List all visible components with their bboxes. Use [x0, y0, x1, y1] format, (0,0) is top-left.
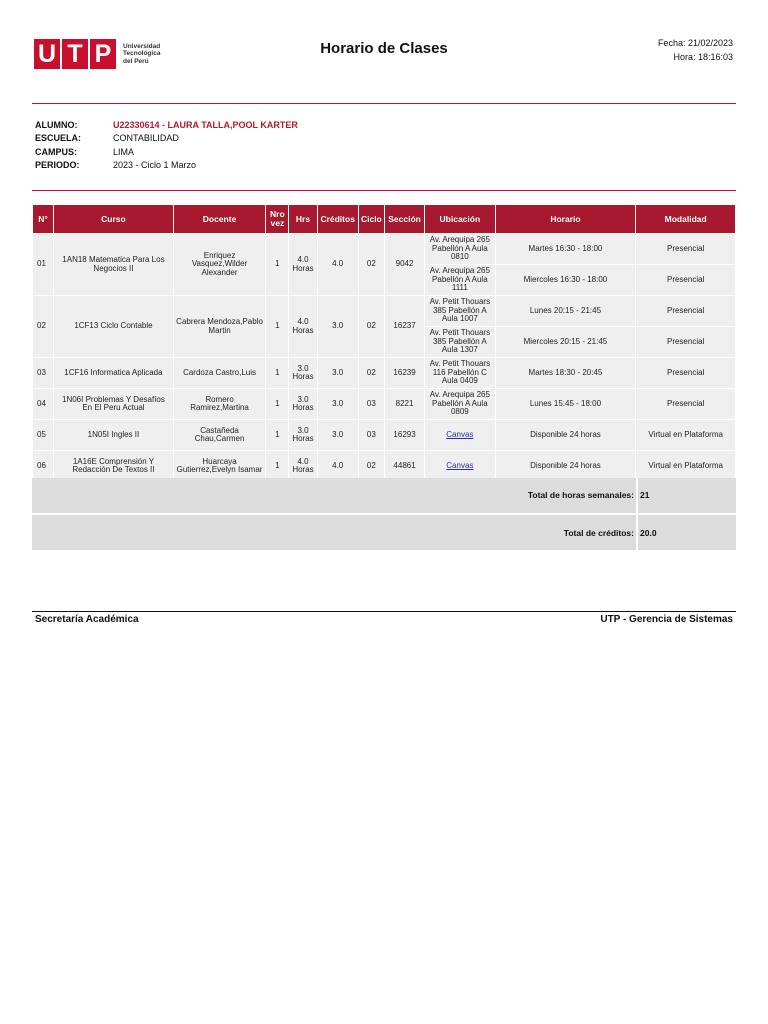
info-label: ESCUELA:: [35, 133, 82, 144]
course-cycle: 02: [359, 451, 384, 481]
course-teacher: Cabrera Mendoza,Pablo Martin: [174, 296, 266, 357]
course-number: 02: [33, 296, 53, 357]
page-title: Horario de Clases: [320, 40, 448, 57]
total-credits-label: Total de créditos:: [563, 528, 634, 538]
info-value: 2023 - Ciclo 1 Marzo: [113, 160, 197, 171]
footer-divider: [32, 611, 736, 612]
course-hours: 4.0 Horas: [289, 451, 316, 481]
session-location: [425, 420, 494, 450]
course-section: 16237: [385, 296, 424, 357]
session-modality: Presencial: [636, 296, 735, 326]
session-schedule: Disponible 24 horas: [496, 451, 636, 481]
course-cycle: 02: [359, 234, 384, 295]
col-header: Sección: [385, 205, 424, 233]
session-modality: Virtual en Plataforma: [636, 420, 735, 450]
print-time: Hora: 18:16:03: [673, 52, 733, 62]
info-value: LIMA: [113, 146, 135, 157]
session-schedule: Disponible 24 horas: [496, 420, 636, 450]
col-header: Ciclo: [359, 205, 384, 233]
course-name: 1CF13 Ciclo Contable: [54, 296, 173, 357]
col-header: Ubicación: [425, 205, 494, 233]
session-schedule: Lunes 15:45 - 18:00: [496, 389, 636, 419]
session-schedule: Miercoles 20:15 - 21:45: [496, 327, 636, 357]
course-credits: 3.0: [318, 358, 358, 388]
logo-letter: T: [62, 39, 88, 69]
course-teacher: Enriquez Vasquez,Wilder Alexander: [174, 234, 266, 295]
info-row-alumno: [35, 118, 298, 132]
course-name: 1AN18 Matematica Para Los Negocios II: [54, 234, 173, 295]
course-teacher: Huarcaya Gutierrez,Evelyn Isamar: [174, 451, 266, 481]
session-modality: Virtual en Plataforma: [636, 451, 735, 481]
col-header: Nro vez: [266, 205, 288, 233]
table-row: [33, 420, 735, 450]
session-modality: Presencial: [636, 234, 735, 264]
footer-right: UTP - Gerencia de Sistemas: [600, 614, 733, 625]
table-row: [33, 389, 735, 419]
info-value: U22330614 - LAURA TALLA,POOL KARTER: [113, 119, 298, 130]
col-header: Créditos: [318, 205, 358, 233]
student-info: [35, 118, 298, 172]
col-header: Hrs: [289, 205, 316, 233]
total-hours-row: [32, 478, 736, 513]
course-cycle: 03: [359, 420, 384, 450]
session-modality: Presencial: [636, 358, 735, 388]
divider: [636, 478, 638, 513]
table-header-row: [33, 205, 735, 233]
course-hours: 4.0 Horas: [289, 234, 316, 295]
course-credits: 3.0: [318, 389, 358, 419]
session-location: Av. Petit Thouars 385 Pabellón A Aula 1307: [425, 327, 494, 357]
course-teacher: Romero Ramirez,Martina: [174, 389, 266, 419]
course-cycle: 02: [359, 358, 384, 388]
course-cycle: 02: [359, 296, 384, 357]
course-hours: 3.0 Horas: [289, 420, 316, 450]
course-credits: 4.0: [318, 451, 358, 481]
course-attempt: 1: [266, 420, 288, 450]
session-schedule: Martes 16:30 - 18:00: [496, 234, 636, 264]
col-header: Horario: [496, 205, 636, 233]
logo-letter: P: [90, 39, 116, 69]
total-credits-row: [32, 515, 736, 550]
course-credits: 3.0: [318, 296, 358, 357]
course-teacher: Castañeda Chau,Carmen: [174, 420, 266, 450]
info-row-campus: [35, 145, 298, 159]
course-name: 1CF16 Informatica Aplicada: [54, 358, 173, 388]
session-modality: Presencial: [636, 327, 735, 357]
col-header: Curso: [54, 205, 173, 233]
logo-university-name: Universidad Tecnológica del Perú: [123, 42, 161, 65]
print-meta: [658, 36, 733, 64]
course-name: 1A16E Comprensión Y Redacción De Textos II: [54, 451, 173, 481]
course-cycle: 03: [359, 389, 384, 419]
course-section: 8221: [385, 389, 424, 419]
schedule-table: [32, 204, 736, 482]
logo-letter: U: [34, 39, 60, 69]
course-section: 16293: [385, 420, 424, 450]
divider: [636, 515, 638, 550]
course-number: 06: [33, 451, 53, 481]
canvas-link[interactable]: Canvas: [446, 429, 474, 439]
info-label: ALUMNO:: [35, 119, 78, 130]
footer-left: Secretaría Académica: [35, 614, 139, 625]
course-credits: 4.0: [318, 234, 358, 295]
table-row: [33, 358, 735, 388]
course-hours: 4.0 Horas: [289, 296, 316, 357]
col-header: Modalidad: [636, 205, 735, 233]
course-number: 04: [33, 389, 53, 419]
course-number: 01: [33, 234, 53, 295]
session-modality: Presencial: [636, 265, 735, 295]
session-schedule: Martes 18:30 - 20:45: [496, 358, 636, 388]
info-value: CONTABILIDAD: [113, 133, 179, 144]
course-attempt: 1: [266, 358, 288, 388]
course-attempt: 1: [266, 296, 288, 357]
total-credits-value: 20.0: [640, 528, 657, 538]
course-number: 03: [33, 358, 53, 388]
session-location: Av. Arequipa 265 Pabellón A Aula 0809: [425, 389, 494, 419]
session-location: Av. Arequipa 265 Pabellón A Aula 0810: [425, 234, 494, 264]
canvas-link[interactable]: Canvas: [446, 460, 474, 470]
course-section: 9042: [385, 234, 424, 295]
table-row: [33, 451, 735, 481]
session-schedule: Lunes 20:15 - 21:45: [496, 296, 636, 326]
course-section: 16239: [385, 358, 424, 388]
course-hours: 3.0 Horas: [289, 358, 316, 388]
course-name: 1N05I Ingles II: [54, 420, 173, 450]
course-attempt: 1: [266, 389, 288, 419]
session-location: Av. Petit Thouars 116 Pabellón C Aula 0409: [425, 358, 494, 388]
course-attempt: 1: [266, 451, 288, 481]
session-location: Av. Arequipa 265 Pabellón A Aula 1111: [425, 265, 494, 295]
session-schedule: Miercoles 16:30 - 18:00: [496, 265, 636, 295]
total-hours-value: 21: [640, 490, 650, 500]
divider: [32, 103, 736, 104]
table-row: [33, 296, 735, 326]
total-hours-label: Total de horas semanales:: [527, 490, 634, 500]
course-hours: 3.0 Horas: [289, 389, 316, 419]
session-location: [425, 451, 494, 481]
course-section: 44861: [385, 451, 424, 481]
col-header: Docente: [174, 205, 266, 233]
info-label: PERIODO:: [35, 160, 80, 171]
session-modality: Presencial: [636, 389, 735, 419]
divider: [32, 190, 736, 191]
course-teacher: Cardoza Castro,Luis: [174, 358, 266, 388]
course-attempt: 1: [266, 234, 288, 295]
info-row-periodo: [35, 159, 298, 173]
course-name: 1N06I Problemas Y Desafíos En El Peru Actual: [54, 389, 173, 419]
session-location: Av. Petit Thouars 385 Pabellón A Aula 1007: [425, 296, 494, 326]
table-row: [33, 234, 735, 264]
info-row-escuela: [35, 132, 298, 146]
course-credits: 3.0: [318, 420, 358, 450]
info-label: CAMPUS:: [35, 146, 77, 157]
col-header: N°: [33, 205, 53, 233]
print-date: Fecha: 21/02/2023: [657, 38, 733, 48]
course-number: 05: [33, 420, 53, 450]
